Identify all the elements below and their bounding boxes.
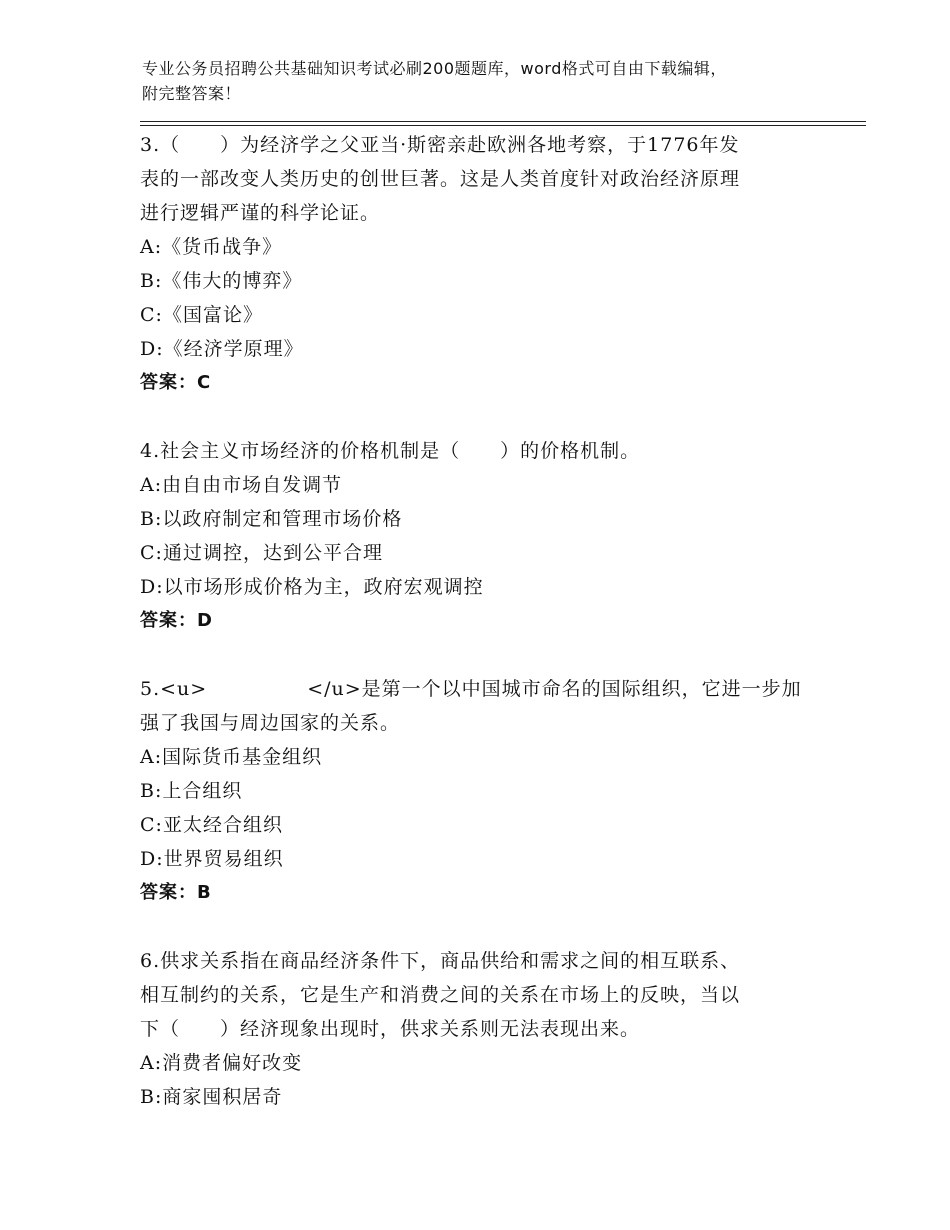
question-3 (140, 128, 810, 400)
header-line-2: 附完整答案！ (142, 84, 242, 103)
question-list (140, 128, 810, 1114)
question-stem-line: 强了我国与周边国家的关系。 (140, 712, 401, 734)
question-stem-line: 5.<u> </u>是第一个以中国城市命名的国际组织，它进一步加 (140, 678, 802, 700)
question-spacer (140, 400, 810, 434)
option-c: C:亚太经合组织 (140, 814, 283, 836)
option-c: C:《国富论》 (140, 304, 263, 326)
option-a: A:由自由市场自发调节 (140, 474, 343, 496)
question-stem-line: 表的一部改变人类历史的创世巨著。这是人类首度针对政治经济原理 (140, 168, 741, 190)
option-a: A:消费者偏好改变 (140, 1052, 303, 1074)
header-line-1: 专业公务员招聘公共基础知识考试必刷200题题库，word格式可自由下载编辑， (142, 59, 727, 78)
answer-line: 答案：B (140, 882, 212, 903)
option-d: D:世界贸易组织 (140, 848, 284, 870)
document-header (142, 56, 822, 106)
question-stem-line: 6.供求关系指在商品经济条件下，商品供给和需求之间的相互联系、 (140, 950, 741, 972)
question-stem-line: 下（ ）经济现象出现时，供求关系则无法表现出来。 (140, 1018, 641, 1040)
header-divider-top (140, 121, 866, 122)
question-spacer (140, 910, 810, 944)
question-5 (140, 672, 810, 910)
question-4 (140, 434, 810, 638)
option-d: D:以市场形成价格为主，政府宏观调控 (140, 576, 484, 598)
option-a: A:《货币战争》 (140, 236, 283, 258)
option-a: A:国际货币基金组织 (140, 746, 323, 768)
answer-line: 答案：D (140, 610, 213, 631)
option-b: B:以政府制定和管理市场价格 (140, 508, 403, 530)
question-stem-line: 相互制约的关系，它是生产和消费之间的关系在市场上的反映，当以 (140, 984, 741, 1006)
question-spacer (140, 638, 810, 672)
question-stem-line: 进行逻辑严谨的科学论证。 (140, 202, 381, 224)
option-d: D:《经济学原理》 (140, 338, 304, 360)
option-c: C:通过调控，达到公平合理 (140, 542, 383, 564)
option-b: B:《伟大的博弈》 (140, 270, 303, 292)
option-b: B:商家囤积居奇 (140, 1086, 283, 1108)
header-divider-bottom (140, 125, 866, 126)
question-stem-line: 4.社会主义市场经济的价格机制是（ ）的价格机制。 (140, 440, 641, 462)
question-6 (140, 944, 810, 1114)
question-stem-line: 3.（ ）为经济学之父亚当·斯密亲赴欧洲各地考察，于1776年发 (140, 134, 740, 156)
option-b: B:上合组织 (140, 780, 243, 802)
answer-line: 答案：C (140, 372, 212, 393)
